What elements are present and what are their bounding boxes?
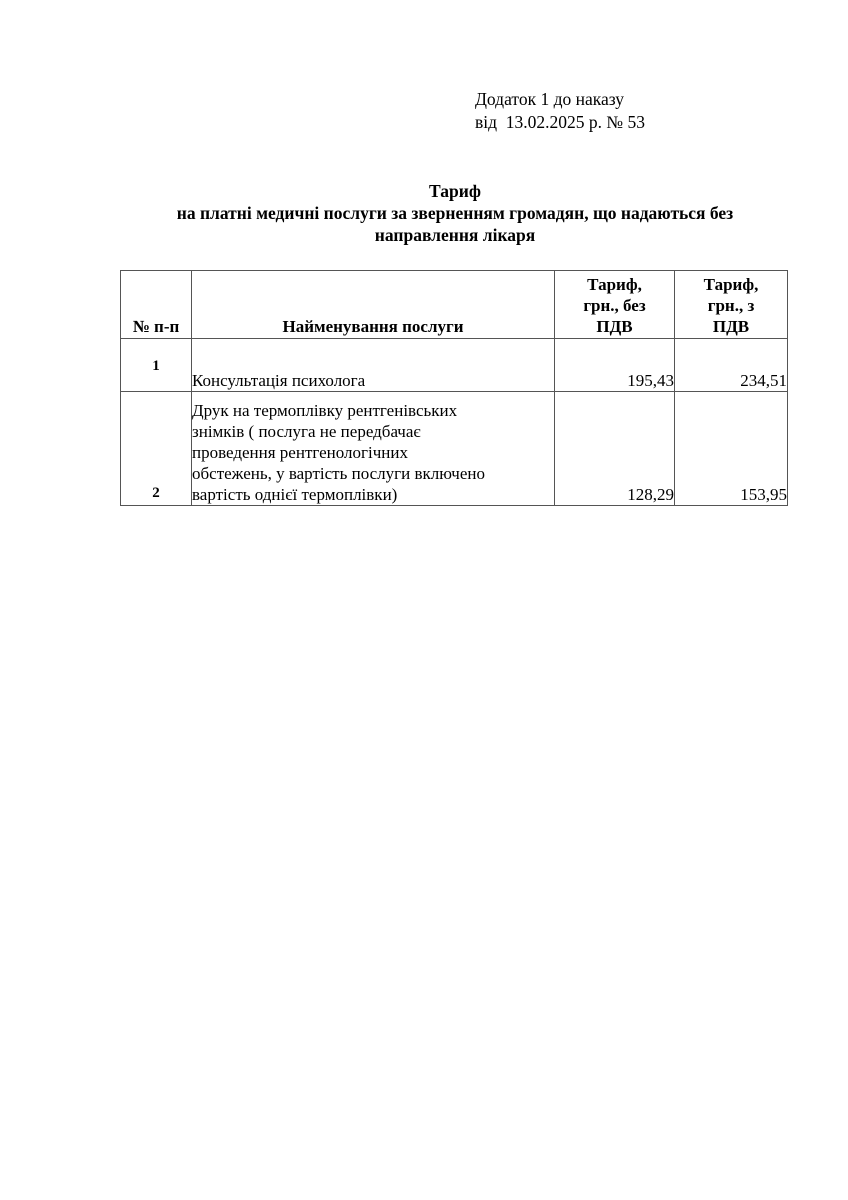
tariff-table [120, 270, 788, 506]
header-service-name: Найменування послуги [192, 271, 555, 339]
service-name: Консультація психолога [192, 339, 555, 392]
order-reference [475, 88, 645, 134]
table-row [121, 392, 788, 506]
table-header-row [121, 271, 788, 339]
header-tariff-vat-line: Тариф, [703, 275, 759, 294]
row-number: 1 [121, 339, 192, 392]
service-name-line: обстежень, у вартість послуги включено [192, 464, 485, 483]
header-tariff-no-vat-line: Тариф, [587, 275, 642, 294]
service-name [192, 392, 555, 506]
header-tariff-vat [675, 271, 788, 339]
tariff-no-vat-value: 128,29 [555, 392, 675, 506]
title-subtitle-line2: направлення лікаря [374, 225, 536, 245]
tariff-vat-value: 234,51 [675, 339, 788, 392]
tariff-no-vat-value: 195,43 [555, 339, 675, 392]
header-number: № п-п [121, 271, 192, 339]
order-reference-line: Додаток 1 до наказу [475, 89, 625, 109]
row-number: 2 [121, 392, 192, 506]
order-date-number: від 13.02.2025 р. № 53 [475, 112, 645, 132]
table-row [121, 339, 788, 392]
title-heading: Тариф [429, 181, 481, 201]
header-tariff-no-vat-line: грн., без [583, 296, 646, 315]
service-name-line: проведення рентгенологічних [192, 443, 408, 462]
header-tariff-no-vat [555, 271, 675, 339]
header-tariff-vat-line: ПДВ [712, 317, 750, 336]
tariff-vat-value: 153,95 [675, 392, 788, 506]
title-subtitle-line1: на платні медичні послуги за зверненням громадян, що надаються без [176, 203, 734, 223]
header-tariff-vat-line: грн., з [707, 296, 755, 315]
service-name-line: вартість однієї термоплівки) [192, 485, 398, 504]
document-title [120, 180, 790, 246]
service-name-line: знімків ( послуга не передбачає [192, 422, 421, 441]
header-tariff-no-vat-line: ПДВ [596, 317, 633, 336]
service-name-line: Друк на термоплівку рентгенівських [192, 401, 458, 420]
